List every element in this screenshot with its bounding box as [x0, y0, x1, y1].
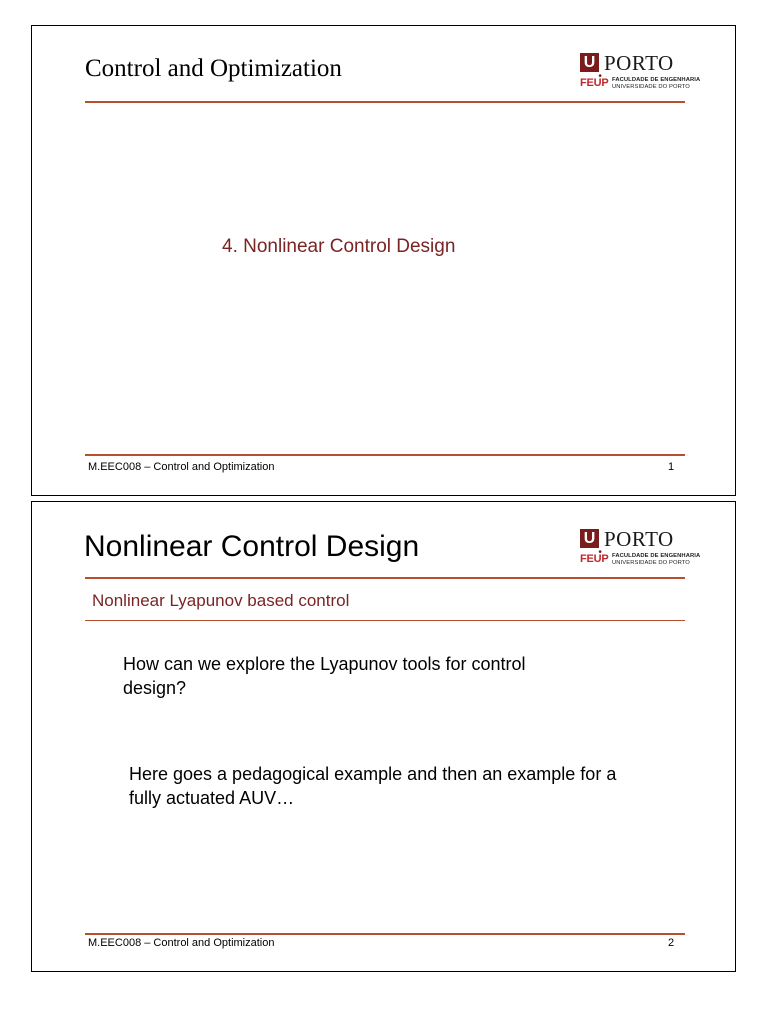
- uporto-feup-logo: [579, 51, 701, 92]
- slide-2: [31, 501, 736, 972]
- slide-1: [31, 25, 736, 496]
- header-rule: [85, 101, 685, 103]
- logo-faculty-line1: FACULDADE DE ENGENHARIA: [612, 77, 701, 83]
- logo-porto-text: PORTO: [604, 527, 674, 551]
- slide-title: Control and Optimization: [85, 55, 342, 82]
- logo-feup-text: FEUP: [580, 553, 609, 565]
- logo-porto-text: PORTO: [604, 51, 674, 75]
- uporto-feup-logo: [579, 527, 701, 568]
- page-number: 2: [668, 937, 675, 949]
- slide-subtitle: Nonlinear Lyapunov based control: [92, 591, 350, 610]
- subtitle-rule: [85, 620, 685, 621]
- header-rule: [85, 577, 685, 579]
- logo-dot: .: [598, 62, 603, 81]
- footer-course: M.EEC008 – Control and Optimization: [88, 937, 275, 949]
- logo-faculty-line2: UNIVERSIDADE DO PORTO: [612, 560, 690, 566]
- page-number: 1: [668, 461, 675, 473]
- section-heading: 4. Nonlinear Control Design: [222, 236, 456, 257]
- body-paragraph-2: Here goes a pedagogical example and then an example for a fully actuated AUV…: [129, 764, 617, 808]
- logo-faculty-line2: UNIVERSIDADE DO PORTO: [612, 84, 690, 90]
- logo-faculty-line1: FACULDADE DE ENGENHARIA: [612, 553, 701, 559]
- footer-rule: [85, 454, 685, 456]
- logo-dot: .: [598, 538, 603, 557]
- footer-course: M.EEC008 – Control and Optimization: [88, 461, 275, 473]
- body-paragraph-1: How can we explore the Lyapunov tools for control design?: [123, 654, 526, 698]
- slide-title: Nonlinear Control Design: [84, 530, 420, 563]
- logo-feup-text: FEUP: [580, 77, 609, 89]
- logo-u-mark: U: [580, 529, 599, 548]
- footer-rule: [85, 933, 685, 935]
- logo-u-mark: U: [580, 53, 599, 72]
